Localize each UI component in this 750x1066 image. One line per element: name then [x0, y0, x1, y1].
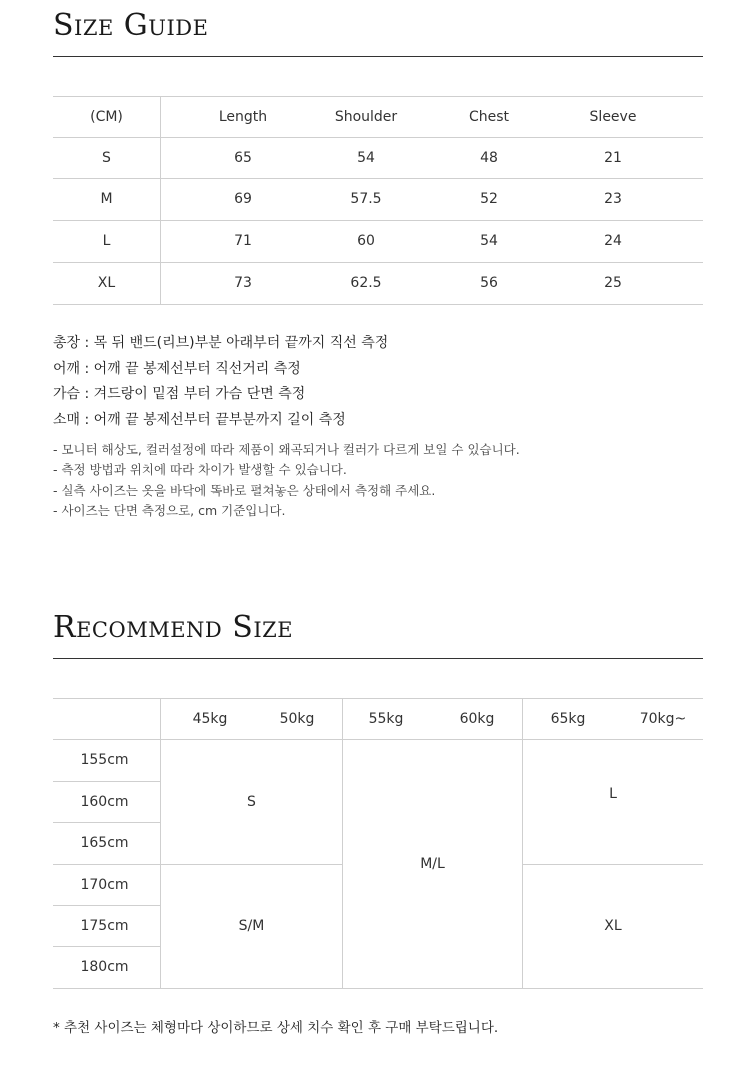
- recommend-note: * 추천 사이즈는 체형마다 상이하므로 상세 치수 확인 후 구매 부탁드립니다.: [53, 1020, 499, 1036]
- recommended-size-ml: M/L: [420, 855, 445, 872]
- table-cell: 57.5: [350, 191, 382, 207]
- size-guide-table: [53, 96, 703, 305]
- table-cell: 21: [604, 149, 622, 166]
- header-unit: (CM): [90, 108, 123, 125]
- row-size-label: XL: [97, 275, 116, 291]
- disclaimer-item: - 실측 사이즈는 옷을 바닥에 똑바로 펼쳐놓은 상태에서 측정해 주세요.: [53, 482, 436, 498]
- height-label: 175cm: [80, 917, 129, 934]
- table-border-bottom: [53, 304, 703, 305]
- header-length: Length: [218, 108, 268, 125]
- table-cell: 56: [480, 275, 498, 291]
- table-cell: 73: [234, 275, 252, 291]
- size-guide-title-rule: [53, 56, 703, 57]
- weight-header: 45kg: [192, 710, 228, 727]
- weight-header: 55kg: [368, 710, 404, 727]
- height-label: 170cm: [80, 876, 129, 893]
- row-size-label: M: [100, 191, 113, 207]
- recommend-title-rule: [53, 658, 703, 659]
- table-column-divider: [160, 96, 161, 305]
- weight-header: 65kg: [550, 710, 586, 727]
- recommended-size-s: S: [247, 793, 256, 810]
- table-cell: 24: [604, 233, 622, 249]
- height-label: 160cm: [80, 793, 129, 810]
- header-shoulder: Shoulder: [334, 108, 398, 125]
- recommended-size-sm: S/M: [238, 918, 265, 934]
- table-cell: 54: [480, 233, 498, 249]
- table-cell: 25: [604, 275, 622, 291]
- recommended-size-l: L: [609, 786, 617, 802]
- disclaimer-item: - 모니터 해상도, 컬러설정에 따라 제품이 왜곡되거나 컬러가 다르게 보일 수 있습니다.: [53, 442, 520, 457]
- header-chest: Chest: [468, 108, 510, 125]
- table-cell: 62.5: [350, 275, 382, 291]
- recommended-size-xl: XL: [604, 918, 622, 934]
- disclaimer-notes: [53, 440, 520, 521]
- height-label: 155cm: [80, 752, 129, 768]
- measure-note-shoulder: 어깨 : 어깨 끝 봉제선부터 직선거리 측정: [53, 360, 301, 377]
- table-cell: 71: [234, 233, 252, 249]
- table-cell: 65: [234, 149, 252, 166]
- disclaimer-item: - 사이즈는 단면 측정으로, cm 기준입니다.: [53, 502, 286, 518]
- recommend-size-title: Recommend Size: [53, 610, 294, 645]
- measurement-notes: [53, 331, 388, 433]
- table-cell: 23: [604, 191, 622, 207]
- weight-header: 70kg~: [639, 710, 687, 727]
- recommend-size-table: [53, 698, 703, 990]
- header-sleeve: Sleeve: [589, 108, 637, 125]
- weight-header: 50kg: [279, 710, 315, 727]
- table-cell: 54: [357, 149, 375, 166]
- disclaimer-item: - 측정 방법과 위치에 따라 차이가 발생할 수 있습니다.: [53, 462, 347, 478]
- measure-note-chest: 가슴 : 겨드랑이 밑점 부터 가슴 단면 측정: [53, 386, 306, 402]
- measure-note-sleeve: 소매 : 어깨 끝 봉제선부터 끝부분까지 길이 측정: [53, 411, 346, 428]
- row-size-label: S: [102, 149, 111, 166]
- row-size-label: L: [102, 233, 111, 249]
- height-label: 165cm: [80, 835, 129, 851]
- measure-note-length: 총장 : 목 뒤 밴드(리브)부분 아래부터 끝까지 직선 측정: [53, 335, 389, 351]
- table-cell: 52: [480, 191, 498, 207]
- table-cell: 69: [234, 191, 252, 207]
- size-guide-title: Size Guide: [53, 8, 209, 43]
- table-cell: 48: [480, 149, 498, 166]
- table-border-bottom: [53, 988, 703, 989]
- height-label: 180cm: [80, 959, 129, 975]
- weight-header: 60kg: [459, 710, 495, 727]
- table-cell: 60: [357, 233, 375, 249]
